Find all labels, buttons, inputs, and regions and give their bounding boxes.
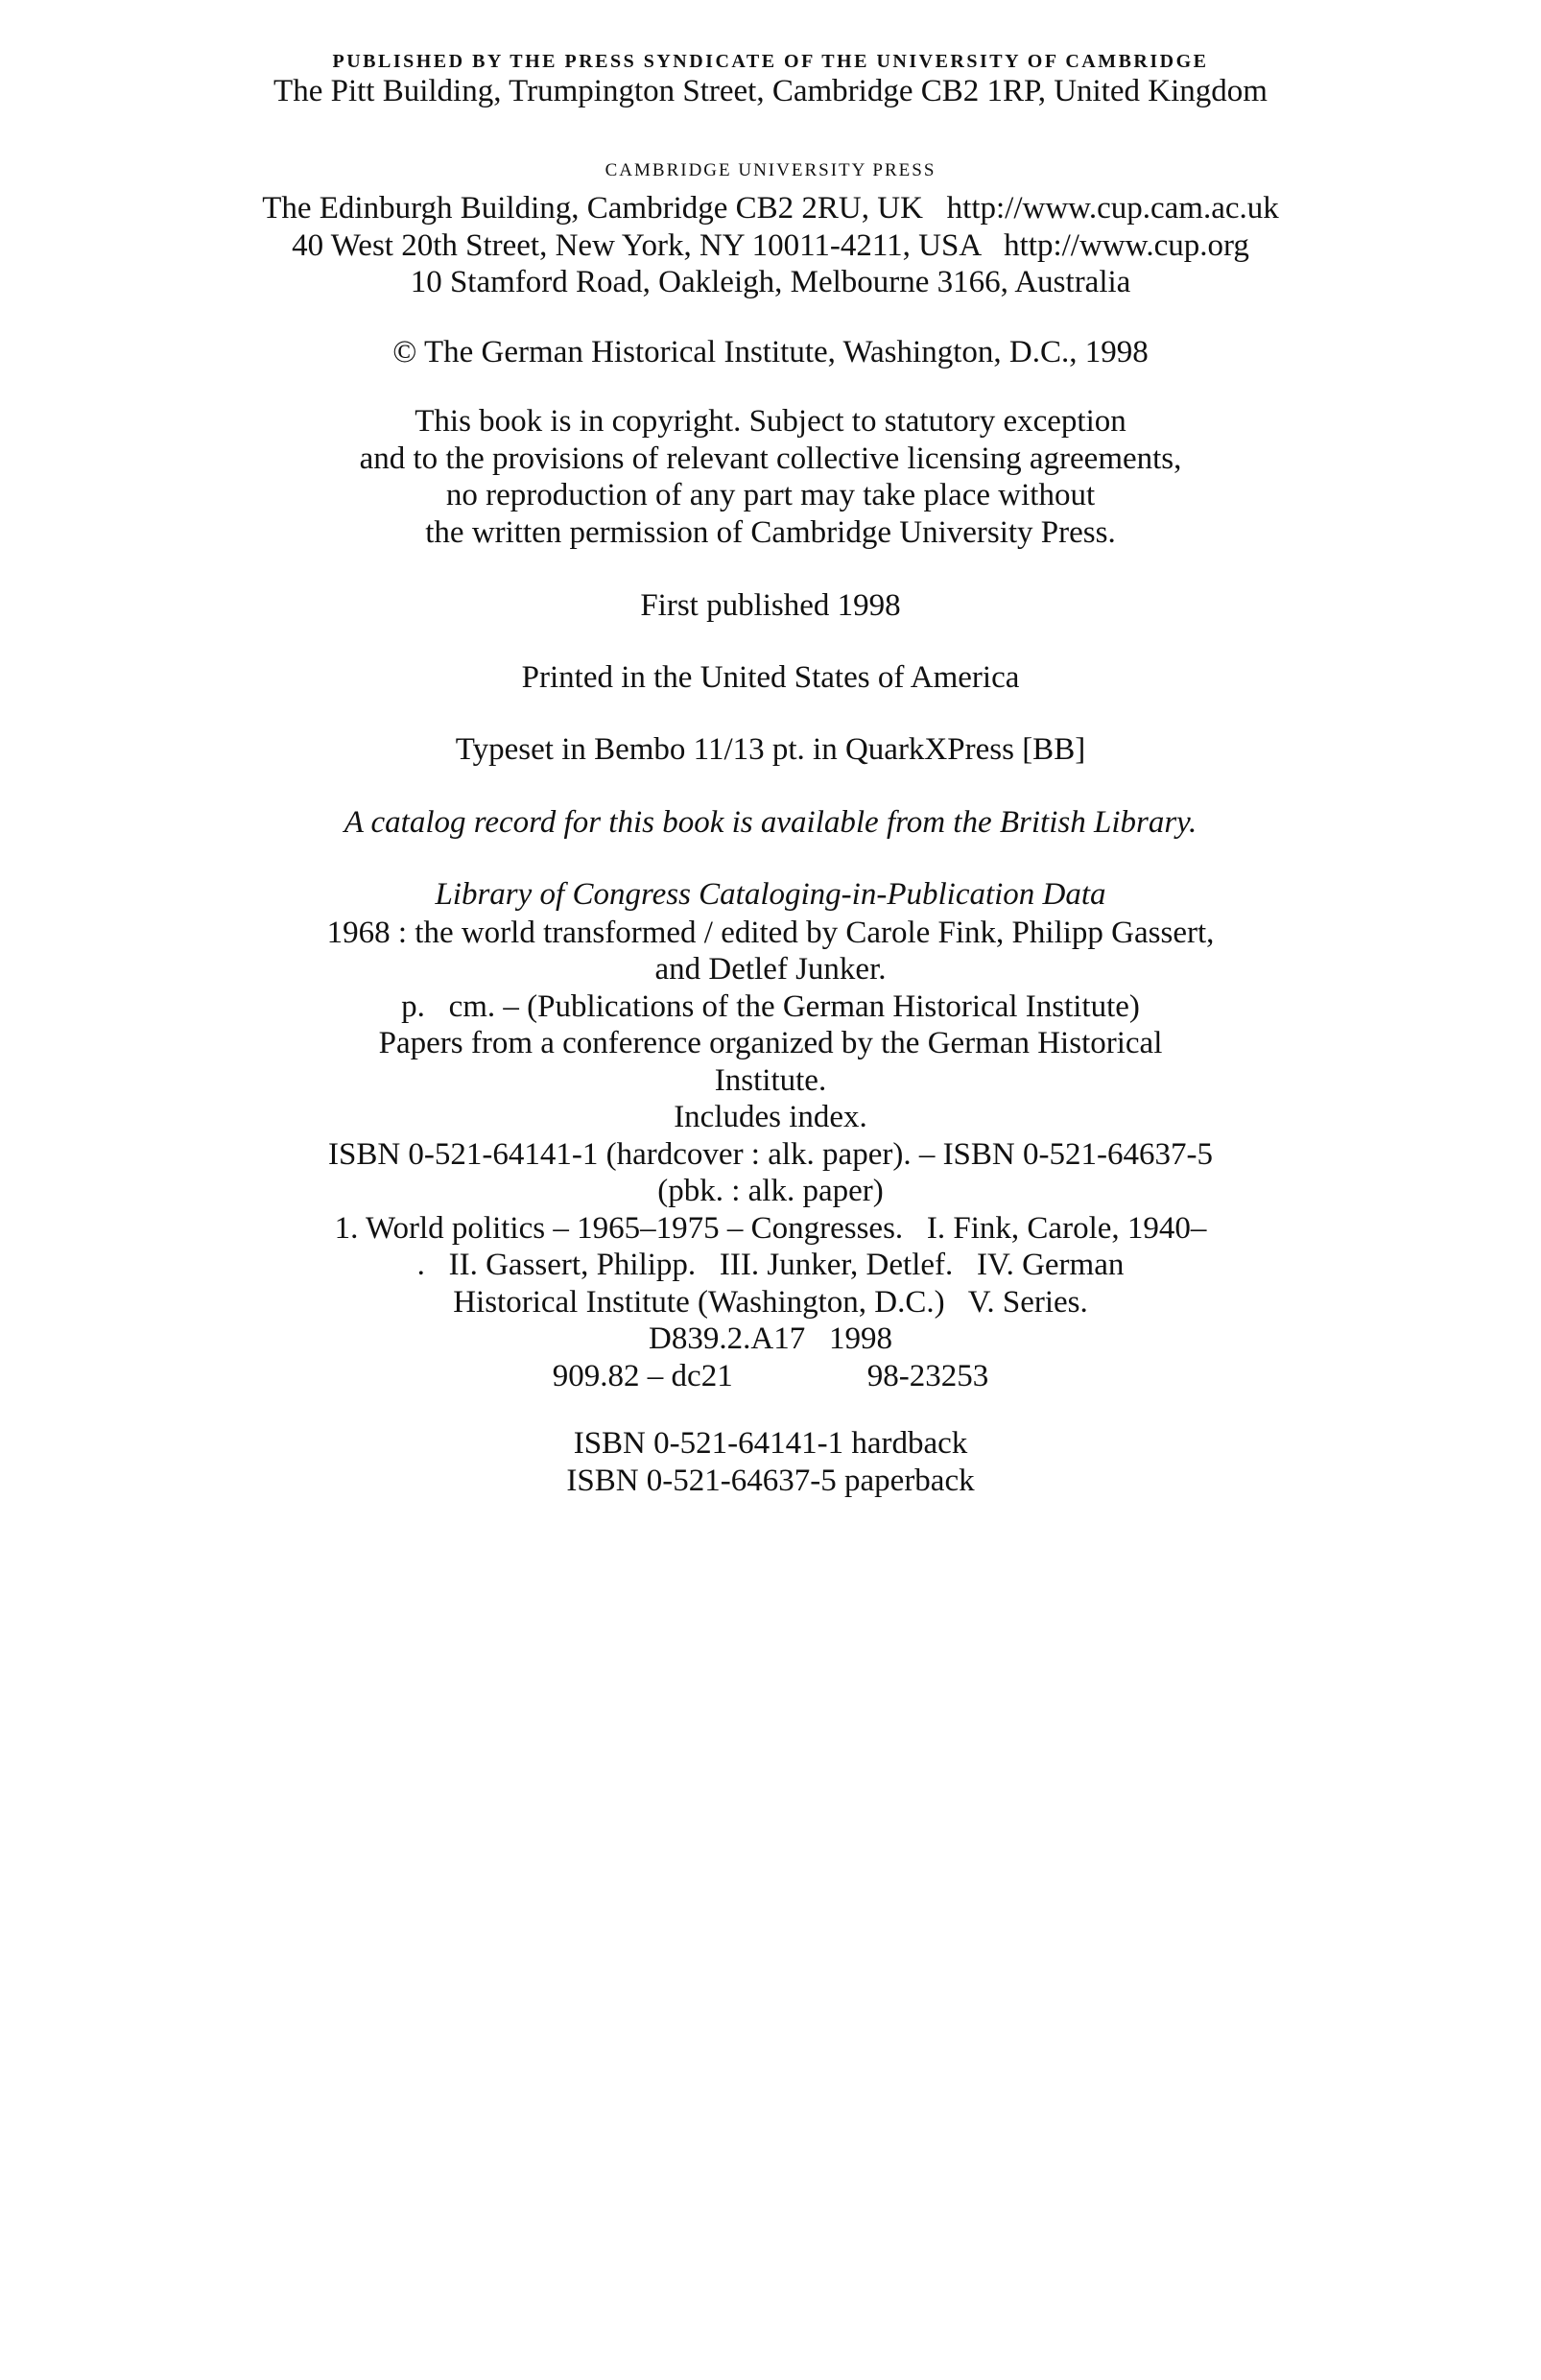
publisher-heading: PUBLISHED BY THE PRESS SYNDICATE OF THE UNIVERSITY OF CAMBRIDGE xyxy=(332,51,1209,72)
isbn-line: ISBN 0-521-64141-1 hardback xyxy=(573,1426,968,1461)
catalog-record xyxy=(240,804,1301,842)
isbn-line: ISBN 0-521-64637-5 paperback xyxy=(566,1463,975,1498)
cip-line: (pbk. : alk. paper) xyxy=(657,1174,884,1208)
rights-line: and to the provisions of relevant collective licensing agreements, xyxy=(359,440,1182,476)
rights-line: no reproduction of any part may take place without xyxy=(445,478,1096,512)
rights-line: the written permission of Cambridge University Press. xyxy=(425,514,1116,550)
cip-line: Institute. xyxy=(714,1062,827,1098)
cip-line: D839.2.A17 1998 xyxy=(649,1321,892,1356)
cip-line: and Detlef Junker. xyxy=(654,952,887,987)
publisher-address: The Pitt Building, Trumpington Street, Cambridge CB2 1RP, United Kingdom xyxy=(273,74,1268,108)
cip-class-number: 909.82 – dc21 xyxy=(552,1358,733,1393)
copyright-notice xyxy=(240,334,1301,371)
printed-in xyxy=(240,659,1301,697)
rights-line: This book is in copyright. Subject to statutory exception xyxy=(415,404,1126,439)
cip-control-number: 98-23253 xyxy=(866,1358,989,1393)
cip-data xyxy=(240,876,1301,1394)
cip-line: Papers from a conference organized by the German Historical xyxy=(378,1026,1163,1060)
press-address-line: The Edinburgh Building, Cambridge CB2 2RU, UK http://www.cup.cam.ac.uk xyxy=(262,191,1279,226)
publisher-block xyxy=(240,50,1301,110)
typeset-line: Typeset in Bembo 11/13 pt. in QuarkXPress [BB] xyxy=(455,732,1086,767)
press-address-line: 40 West 20th Street, New York, NY 10011-4211, USA http://www.cup.org xyxy=(292,227,1249,263)
cip-line: . II. Gassert, Philipp. III. Junker, Detlef. IV. German xyxy=(416,1248,1125,1282)
printed-line: Printed in the United States of America xyxy=(521,660,1020,695)
cip-line: p. cm. – (Publications of the German Historical Institute) xyxy=(401,988,1140,1024)
isbn-block xyxy=(240,1425,1301,1499)
cip-heading: Library of Congress Cataloging-in-Publication Data xyxy=(435,877,1106,912)
first-published-line: First published 1998 xyxy=(640,588,901,623)
rights-statement xyxy=(240,403,1301,551)
press-address-line: 10 Stamford Road, Oakleigh, Melbourne 3166, Australia xyxy=(410,265,1131,299)
cip-line: ISBN 0-521-64141-1 (hardcover : alk. paper). – ISBN 0-521-64637-5 xyxy=(328,1136,1213,1172)
press-heading: CAMBRIDGE UNIVERSITY PRESS xyxy=(605,160,936,180)
cip-line: 1968 : the world transformed / edited by Carole Fink, Philipp Gassert, xyxy=(326,915,1215,950)
press-block xyxy=(240,159,1301,301)
typeset-info xyxy=(240,731,1301,769)
cip-numbers-line xyxy=(240,1358,1301,1395)
cip-line: Includes index. xyxy=(674,1100,867,1134)
cip-line: 1. World politics – 1965–1975 – Congresses. I. Fink, Carole, 1940– xyxy=(334,1210,1207,1246)
first-published xyxy=(240,587,1301,625)
catalog-record-line: A catalog record for this book is available from the British Library. xyxy=(344,805,1197,840)
copyright-line: © The German Historical Institute, Washington, D.C., 1998 xyxy=(392,335,1149,369)
cip-line: Historical Institute (Washington, D.C.) V. Series. xyxy=(453,1284,1088,1320)
